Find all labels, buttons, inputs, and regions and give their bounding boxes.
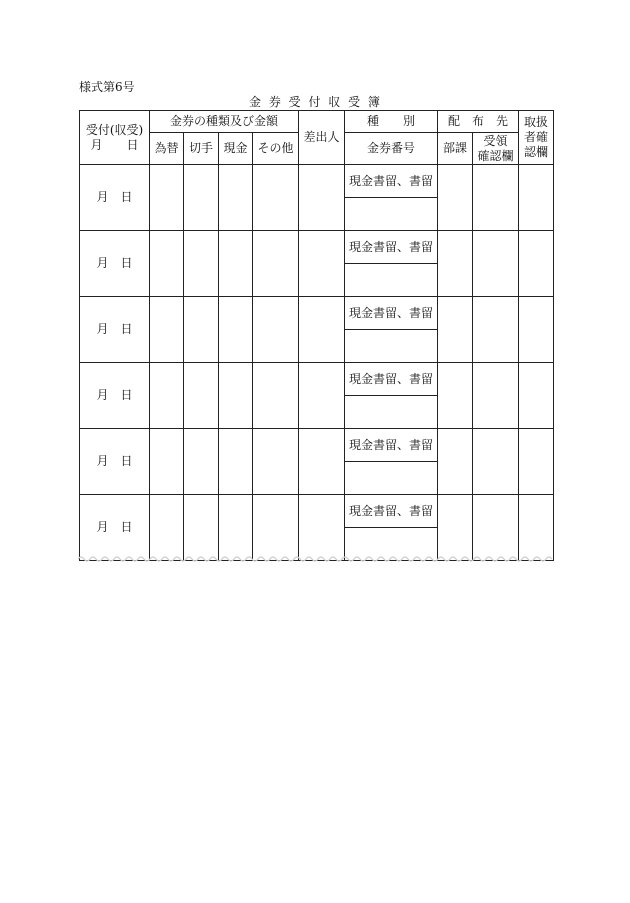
distribution-header: 配 布 先 xyxy=(438,111,519,133)
table-row xyxy=(80,429,554,462)
voucher-number-cell[interactable] xyxy=(345,396,438,429)
cash-header: 現金 xyxy=(219,133,253,165)
handler-header-line2: 者確 xyxy=(524,130,549,144)
department-cell[interactable] xyxy=(438,495,473,561)
sender-cell[interactable] xyxy=(299,363,345,429)
receipt-confirm-cell[interactable] xyxy=(473,363,519,429)
receipt-confirm-cell[interactable] xyxy=(473,429,519,495)
voucher-number-header: 金券番号 xyxy=(345,133,438,165)
other-cell[interactable] xyxy=(253,297,299,363)
stamp-cell[interactable] xyxy=(184,297,219,363)
handler-confirm-cell[interactable] xyxy=(519,297,554,363)
receipt-confirm-cell[interactable] xyxy=(473,495,519,561)
sender-cell[interactable] xyxy=(299,429,345,495)
form-title: 金 券 受 付 収 受 簿 xyxy=(249,95,381,109)
stamp-cell[interactable] xyxy=(184,165,219,231)
receipt-confirm-header-line2: 確認欄 xyxy=(477,148,514,163)
table-row xyxy=(80,165,554,198)
stamp-header: 切手 xyxy=(184,133,219,165)
form-number: 様式第6号 xyxy=(79,80,135,94)
voucher-number-cell[interactable] xyxy=(345,198,438,231)
sender-cell[interactable] xyxy=(299,297,345,363)
header-row-1 xyxy=(80,111,554,133)
cash-cell[interactable] xyxy=(219,297,253,363)
ledger-table xyxy=(79,110,554,561)
other-cell[interactable] xyxy=(253,495,299,561)
department-cell[interactable] xyxy=(438,231,473,297)
receipt-confirm-header xyxy=(473,133,519,165)
stamp-cell[interactable] xyxy=(184,429,219,495)
handler-confirm-cell[interactable] xyxy=(519,231,554,297)
other-cell[interactable] xyxy=(253,165,299,231)
other-cell[interactable] xyxy=(253,363,299,429)
other-header: その他 xyxy=(253,133,299,165)
torn-edge xyxy=(78,555,554,563)
receipt-date-header-line1: 受付(収受) xyxy=(85,122,144,137)
kind-cell[interactable]: 現金書留、書留 xyxy=(345,495,438,528)
sender-cell[interactable] xyxy=(299,495,345,561)
table-row xyxy=(80,363,554,396)
receipt-confirm-header-line1: 受領 xyxy=(483,133,508,148)
table-row xyxy=(80,297,554,330)
receipt-date-header xyxy=(80,111,150,165)
money-order-cell[interactable] xyxy=(150,165,184,231)
kind-header: 種 別 xyxy=(345,111,438,133)
table-row xyxy=(80,231,554,264)
date-cell[interactable]: 月 日 xyxy=(80,165,150,231)
department-cell[interactable] xyxy=(438,429,473,495)
money-order-cell[interactable] xyxy=(150,495,184,561)
handler-confirm-cell[interactable] xyxy=(519,495,554,561)
kind-cell[interactable]: 現金書留、書留 xyxy=(345,363,438,396)
date-cell[interactable]: 月 日 xyxy=(80,495,150,561)
other-cell[interactable] xyxy=(253,231,299,297)
department-header: 部課 xyxy=(438,133,473,165)
receipt-date-header-line2: 月 日 xyxy=(90,137,139,152)
voucher-group-header: 金券の種類及び金額 xyxy=(150,111,299,133)
handler-confirm-cell[interactable] xyxy=(519,363,554,429)
money-order-cell[interactable] xyxy=(150,363,184,429)
handler-confirm-header xyxy=(519,111,554,165)
kind-cell[interactable]: 現金書留、書留 xyxy=(345,297,438,330)
table-row xyxy=(80,495,554,528)
money-order-cell[interactable] xyxy=(150,231,184,297)
date-cell[interactable]: 月 日 xyxy=(80,363,150,429)
department-cell[interactable] xyxy=(438,363,473,429)
department-cell[interactable] xyxy=(438,297,473,363)
voucher-number-cell[interactable] xyxy=(345,330,438,363)
date-cell[interactable]: 月 日 xyxy=(80,297,150,363)
kind-cell[interactable]: 現金書留、書留 xyxy=(345,429,438,462)
voucher-number-cell[interactable] xyxy=(345,462,438,495)
receipt-confirm-cell[interactable] xyxy=(473,297,519,363)
cash-cell[interactable] xyxy=(219,231,253,297)
sender-cell[interactable] xyxy=(299,165,345,231)
stamp-cell[interactable] xyxy=(184,495,219,561)
handler-confirm-cell[interactable] xyxy=(519,429,554,495)
date-cell[interactable]: 月 日 xyxy=(80,429,150,495)
sender-cell[interactable] xyxy=(299,231,345,297)
cash-cell[interactable] xyxy=(219,165,253,231)
receipt-confirm-cell[interactable] xyxy=(473,165,519,231)
date-cell[interactable]: 月 日 xyxy=(80,231,150,297)
stamp-cell[interactable] xyxy=(184,231,219,297)
other-cell[interactable] xyxy=(253,429,299,495)
handler-header-line3: 認欄 xyxy=(524,145,549,159)
cash-cell[interactable] xyxy=(219,429,253,495)
money-order-cell[interactable] xyxy=(150,297,184,363)
kind-cell[interactable]: 現金書留、書留 xyxy=(345,231,438,264)
voucher-number-cell[interactable] xyxy=(345,264,438,297)
department-cell[interactable] xyxy=(438,165,473,231)
cash-cell[interactable] xyxy=(219,363,253,429)
sender-header: 差出人 xyxy=(299,111,345,165)
stamp-cell[interactable] xyxy=(184,363,219,429)
money-order-header: 為替 xyxy=(150,133,184,165)
receipt-confirm-cell[interactable] xyxy=(473,231,519,297)
cash-cell[interactable] xyxy=(219,495,253,561)
kind-cell[interactable]: 現金書留、書留 xyxy=(345,165,438,198)
handler-confirm-cell[interactable] xyxy=(519,165,554,231)
money-order-cell[interactable] xyxy=(150,429,184,495)
handler-header-line1: 取扱 xyxy=(524,115,549,129)
